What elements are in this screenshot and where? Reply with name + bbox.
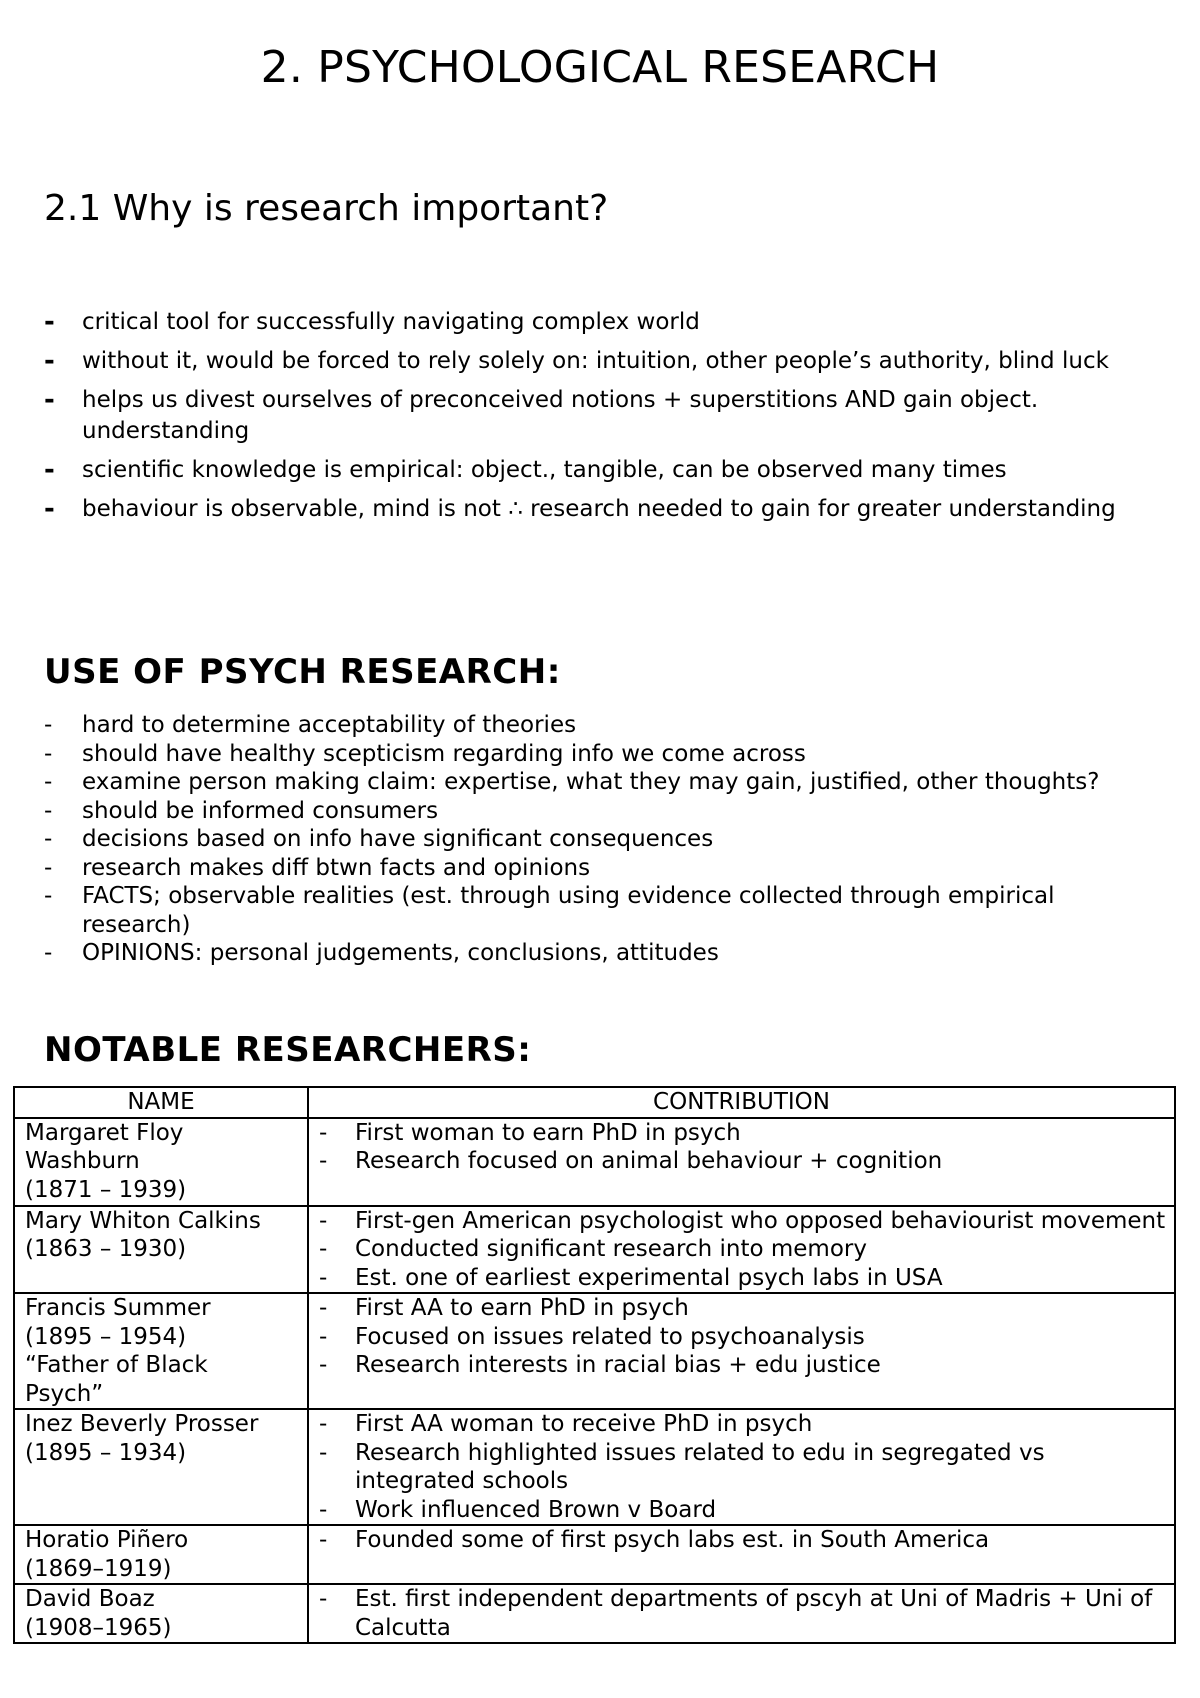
researcher-dates: (1871 – 1939) [25, 1176, 187, 1203]
contribution-item: - Est. one of earliest experimental psych labs in USA [319, 1264, 943, 1291]
bullet-marker: - [319, 1323, 328, 1350]
list-item: - scientific knowledge is empirical: object., tangible, can be observed many times [44, 455, 1007, 485]
contribution-item: - First AA woman to receive PhD in psych [319, 1411, 813, 1437]
list-item: - critical tool for successfully navigating complex world [44, 307, 700, 337]
bullet-marker: - [319, 1148, 328, 1174]
bullet-marker: - [44, 854, 53, 881]
bullet-marker: - [319, 1586, 328, 1612]
contribution-cell [308, 1293, 1175, 1409]
bullet-marker: - [319, 1236, 328, 1262]
bullet-marker: - [44, 826, 53, 852]
document-title: 2. PSYCHOLOGICAL RESEARCH [260, 42, 940, 93]
researcher-nickname: Psych” [25, 1380, 104, 1407]
bullet-marker: - [44, 883, 53, 909]
researcher-name-cell [14, 1206, 308, 1294]
contribution-item: - Research interests in racial bias + edu justice [319, 1352, 881, 1378]
contribution-cell [308, 1118, 1175, 1206]
column-header-contribution: CONTRIBUTION [308, 1087, 1175, 1118]
contribution-item: - Research focused on animal behaviour + cognition [319, 1148, 943, 1174]
table-row [14, 1525, 1175, 1584]
table-row [14, 1584, 1175, 1643]
contribution-item: - First-gen American psychologist who opposed behaviourist movement [319, 1207, 1166, 1234]
bullet-marker: - [319, 1527, 328, 1553]
bullet-marker: - [44, 494, 55, 524]
contribution-item: - Work influenced Brown v Board [319, 1496, 717, 1523]
bullet-marker: - [319, 1207, 328, 1234]
contribution-item: - First woman to earn PhD in psych [319, 1119, 741, 1146]
bullet-marker: - [319, 1119, 328, 1146]
bullet-marker: - [44, 455, 55, 485]
contribution-item: - Research highlighted issues related to edu in segregated vs integrated schools [319, 1439, 1045, 1494]
list-item: - examine person making claim: expertise, what they may gain, justified, other thoughts? [44, 769, 1100, 795]
researcher-name-cell [14, 1118, 308, 1206]
list-item: - research makes diff btwn facts and opinions [44, 854, 591, 881]
researcher-name-line: Francis Summer [25, 1295, 211, 1321]
why-research-list [44, 307, 1164, 533]
contribution-item: - First AA to earn PhD in psych [319, 1295, 689, 1321]
contribution-item: - Est. first independent departments of pscyh at Uni of Madris + Uni of Calcutta [319, 1586, 1153, 1641]
section-heading-notable-researchers: NOTABLE RESEARCHERS: [44, 1030, 532, 1070]
researcher-name-cell [14, 1584, 308, 1643]
table-header-row [14, 1087, 1175, 1118]
researcher-name-line: David Boaz [25, 1586, 155, 1612]
researcher-dates: (1863 – 1930) [25, 1236, 187, 1262]
contribution-cell [308, 1525, 1175, 1584]
table-row [14, 1293, 1175, 1409]
researcher-name-line: Margaret Floy [25, 1119, 184, 1146]
table-row [14, 1409, 1175, 1525]
list-item: - should have healthy scepticism regarding info we come across [44, 740, 806, 767]
list-item: - behaviour is observable, mind is not ∴ research needed to gain for greater understanding [44, 494, 1116, 524]
bullet-marker: - [319, 1264, 328, 1291]
table-row [14, 1118, 1175, 1206]
contribution-item: - Founded some of first psych labs est. in South America [319, 1527, 990, 1553]
researcher-name-cell [14, 1293, 308, 1409]
bullet-marker: - [44, 797, 53, 824]
bullet-marker: - [319, 1411, 328, 1437]
bullet-marker: - [44, 940, 53, 966]
contribution-cell [308, 1409, 1175, 1525]
researcher-dates: (1895 – 1954) [25, 1323, 187, 1350]
contribution-item: - Focused on issues related to psychoanalysis [319, 1323, 865, 1350]
bullet-marker: - [319, 1439, 328, 1466]
researcher-dates: (1908–1965) [25, 1614, 172, 1641]
list-item: - should be informed consumers [44, 797, 439, 824]
researcher-nickname: “Father of Black [25, 1352, 208, 1378]
researcher-name-line: Horatio Piñero [25, 1527, 189, 1553]
researcher-dates: (1869–1919) [25, 1555, 172, 1582]
bullet-marker: - [319, 1295, 328, 1321]
list-item: - hard to determine acceptability of theories [44, 712, 577, 738]
list-item: - decisions based on info have significant consequences [44, 826, 714, 852]
bullet-marker: - [319, 1352, 328, 1378]
contribution-cell [308, 1584, 1175, 1643]
table-row [14, 1206, 1175, 1294]
bullet-marker: - [44, 307, 55, 337]
bullet-marker: - [319, 1496, 328, 1523]
bullet-marker: - [44, 712, 53, 738]
researcher-name-line: Inez Beverly Prosser [25, 1411, 259, 1437]
list-item: - without it, would be forced to rely solely on: intuition, other people’s authority, blind luck [44, 346, 1109, 376]
use-of-research-list [44, 711, 1164, 968]
researcher-name-line: Mary Whiton Calkins [25, 1207, 261, 1234]
list-item: - FACTS; observable realities (est. through using evidence collected through empirical research) [44, 883, 1055, 938]
bullet-marker: - [44, 740, 53, 767]
researcher-dates: (1895 – 1934) [25, 1439, 187, 1466]
list-item: - helps us divest ourselves of preconceived notions + superstitions AND gain object. understanding [44, 385, 1039, 444]
list-item: - OPINIONS: personal judgements, conclusions, attitudes [44, 940, 719, 966]
bullet-marker: - [44, 769, 53, 795]
section-heading-use-of-research: USE OF PSYCH RESEARCH: [44, 652, 561, 692]
researcher-name-cell [14, 1409, 308, 1525]
contribution-item: - Conducted significant research into memory [319, 1236, 867, 1262]
column-header-name: NAME [14, 1087, 308, 1118]
bullet-marker: - [44, 346, 55, 376]
section-heading-why-research: 2.1 Why is research important? [44, 188, 609, 229]
bullet-marker: - [44, 385, 55, 415]
researcher-name-line: Washburn [25, 1148, 140, 1174]
researcher-name-cell [14, 1525, 308, 1584]
researchers-table [13, 1086, 1176, 1644]
contribution-cell [308, 1206, 1175, 1294]
